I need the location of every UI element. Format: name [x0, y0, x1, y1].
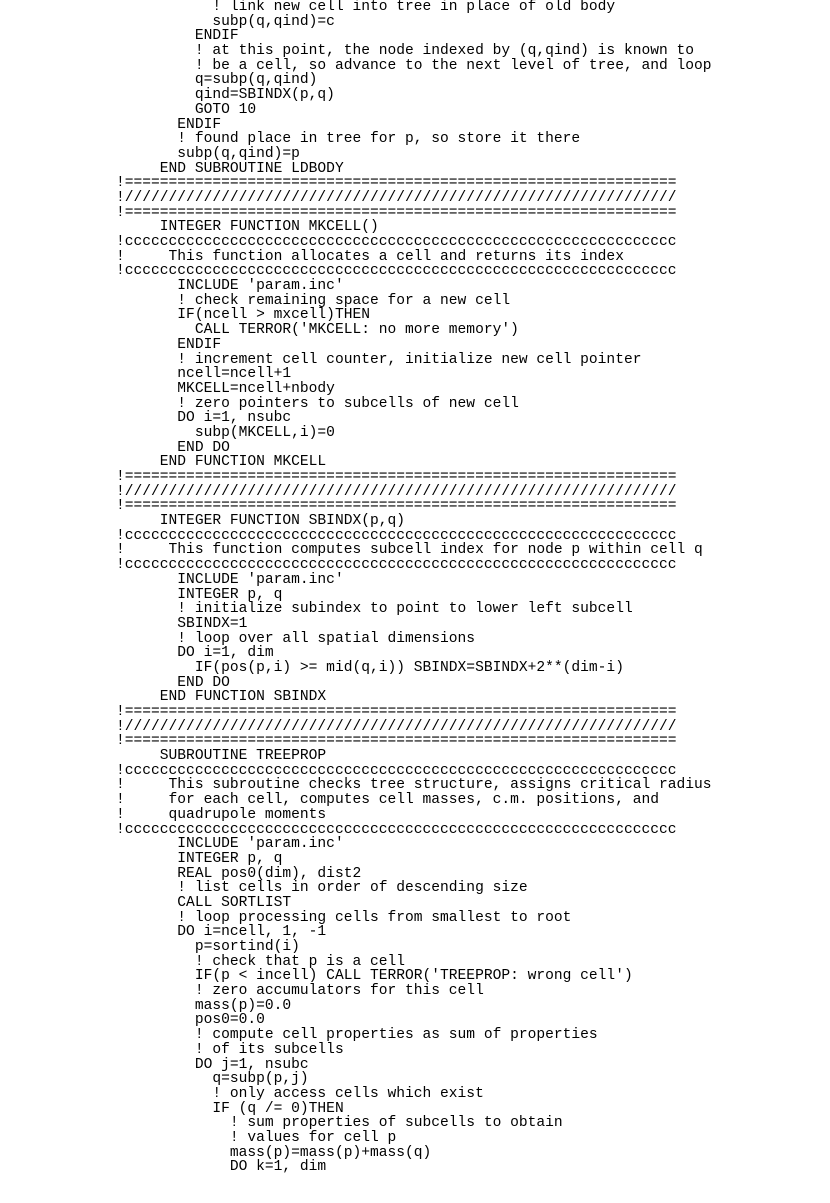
code-line: INCLUDE 'param.inc' — [116, 836, 344, 853]
code-line: ! This function computes subcell index for node p within cell q — [116, 542, 703, 559]
code-line: !ccccccccccccccccccccccccccccccccccccccccccccccccccccccccccccccc — [116, 557, 677, 574]
code-line: !ccccccccccccccccccccccccccccccccccccccccccccccccccccccccccccccc — [116, 263, 677, 280]
code-listing — [116, 0, 826, 1175]
code-line: ENDIF — [116, 336, 222, 353]
code-line: ! be a cell, so advance to the next level of tree, and loop — [116, 57, 712, 74]
code-line: ! check remaining space for a new cell — [116, 292, 511, 309]
code-line: mass(p)=mass(p)+mass(q) — [116, 1144, 432, 1161]
code-line: CALL SORTLIST — [116, 894, 292, 911]
code-line: END DO — [116, 674, 230, 691]
code-line: ENDIF — [116, 28, 239, 45]
code-line: INCLUDE 'param.inc' — [116, 278, 344, 295]
code-line: SUBROUTINE TREEPROP — [116, 748, 327, 765]
code-line: END FUNCTION MKCELL — [116, 454, 327, 471]
code-line: DO i=1, nsubc — [116, 410, 292, 427]
code-line: ! link new cell into tree in place of old body — [116, 0, 616, 15]
code-line: IF(pos(p,i) >= mid(q,i)) SBINDX=SBINDX+2**(dim-i) — [116, 659, 624, 676]
code-line: subp(MKCELL,i)=0 — [116, 424, 335, 441]
code-line: DO i=ncell, 1, -1 — [116, 924, 327, 941]
code-line: ! quadrupole moments — [116, 806, 327, 823]
code-line: qind=SBINDX(p,q) — [116, 87, 335, 104]
code-line: !ccccccccccccccccccccccccccccccccccccccccccccccccccccccccccccccc — [116, 821, 677, 838]
code-line: !/////////////////////////////////////////////////////////////// — [116, 718, 677, 735]
code-line: ! initialize subindex to point to lower left subcell — [116, 601, 633, 618]
code-line: DO i=1, dim — [116, 645, 274, 662]
code-line: ! only access cells which exist — [116, 1085, 484, 1102]
code-line: !=============================================================== — [116, 704, 677, 720]
code-line: SBINDX=1 — [116, 615, 248, 632]
code-line: ENDIF — [116, 116, 222, 133]
code-line: !/////////////////////////////////////////////////////////////// — [116, 483, 677, 500]
code-line: INCLUDE 'param.inc' — [116, 571, 344, 588]
code-line: END DO — [116, 439, 230, 456]
code-line: END SUBROUTINE LDBODY — [116, 160, 344, 177]
code-line: ncell=ncell+1 — [116, 366, 292, 383]
code-line: subp(q,qind)=c — [116, 13, 335, 30]
code-line: DO k=1, dim — [116, 1159, 327, 1175]
code-line: INTEGER p, q — [116, 850, 283, 867]
code-line: ! zero pointers to subcells of new cell — [116, 395, 519, 412]
code-line: ! sum properties of subcells to obtain — [116, 1115, 563, 1132]
code-line: pos0=0.0 — [116, 1012, 265, 1029]
code-line: IF(ncell > mxcell)THEN — [116, 307, 370, 324]
code-line: subp(q,qind)=p — [116, 145, 300, 162]
code-line: REAL pos0(dim), dist2 — [116, 865, 362, 882]
code-line: p=sortind(i) — [116, 939, 300, 955]
code-line: !/////////////////////////////////////////////////////////////// — [116, 189, 677, 206]
code-line: ! found place in tree for p, so store it there — [116, 131, 581, 148]
code-line: ! of its subcells — [116, 1041, 344, 1058]
code-line: ! check that p is a cell — [116, 953, 406, 970]
code-line: CALL TERROR('MKCELL: no more memory') — [116, 322, 519, 339]
code-line: q=subp(p,j) — [116, 1071, 309, 1088]
code-line: ! loop processing cells from smallest to root — [116, 909, 572, 926]
code-line: INTEGER p, q — [116, 586, 283, 603]
code-line: END FUNCTION SBINDX — [116, 689, 327, 706]
code-line: INTEGER FUNCTION MKCELL() — [116, 219, 379, 236]
code-line: !ccccccccccccccccccccccccccccccccccccccccccccccccccccccccccccccc — [116, 762, 677, 779]
code-line: ! This function allocates a cell and returns its index — [116, 248, 624, 265]
code-line: DO j=1, nsubc — [116, 1056, 309, 1073]
code-line: ! list cells in order of descending size — [116, 880, 528, 897]
code-line: !=============================================================== — [116, 175, 677, 192]
code-line: ! This subroutine checks tree structure, assigns critical radius — [116, 777, 712, 794]
code-line: ! for each cell, computes cell masses, c.m. positions, and — [116, 792, 659, 809]
code-line: !ccccccccccccccccccccccccccccccccccccccccccccccccccccccccccccccc — [116, 234, 677, 250]
code-line: !=============================================================== — [116, 498, 677, 515]
code-line: IF (q /= 0)THEN — [116, 1100, 344, 1117]
code-line: ! loop over all spatial dimensions — [116, 630, 476, 647]
code-line: ! compute cell properties as sum of properties — [116, 1027, 598, 1044]
code-line: ! increment cell counter, initialize new cell pointer — [116, 351, 642, 368]
code-line: q=subp(q,qind) — [116, 72, 318, 89]
code-line: !=============================================================== — [116, 204, 677, 221]
code-line: !=============================================================== — [116, 733, 677, 750]
code-line: ! values for cell p — [116, 1129, 397, 1146]
code-line: mass(p)=0.0 — [116, 997, 292, 1014]
code-line: ! at this point, the node indexed by (q,qind) is known to — [116, 43, 695, 60]
code-line: !ccccccccccccccccccccccccccccccccccccccccccccccccccccccccccccccc — [116, 527, 677, 544]
code-line: !=============================================================== — [116, 469, 677, 485]
code-line: GOTO 10 — [116, 101, 257, 118]
code-line: INTEGER FUNCTION SBINDX(p,q) — [116, 513, 406, 530]
code-line: MKCELL=ncell+nbody — [116, 380, 335, 397]
code-line: IF(p < incell) CALL TERROR('TREEPROP: wrong cell') — [116, 968, 633, 985]
code-line: ! zero accumulators for this cell — [116, 983, 484, 1000]
